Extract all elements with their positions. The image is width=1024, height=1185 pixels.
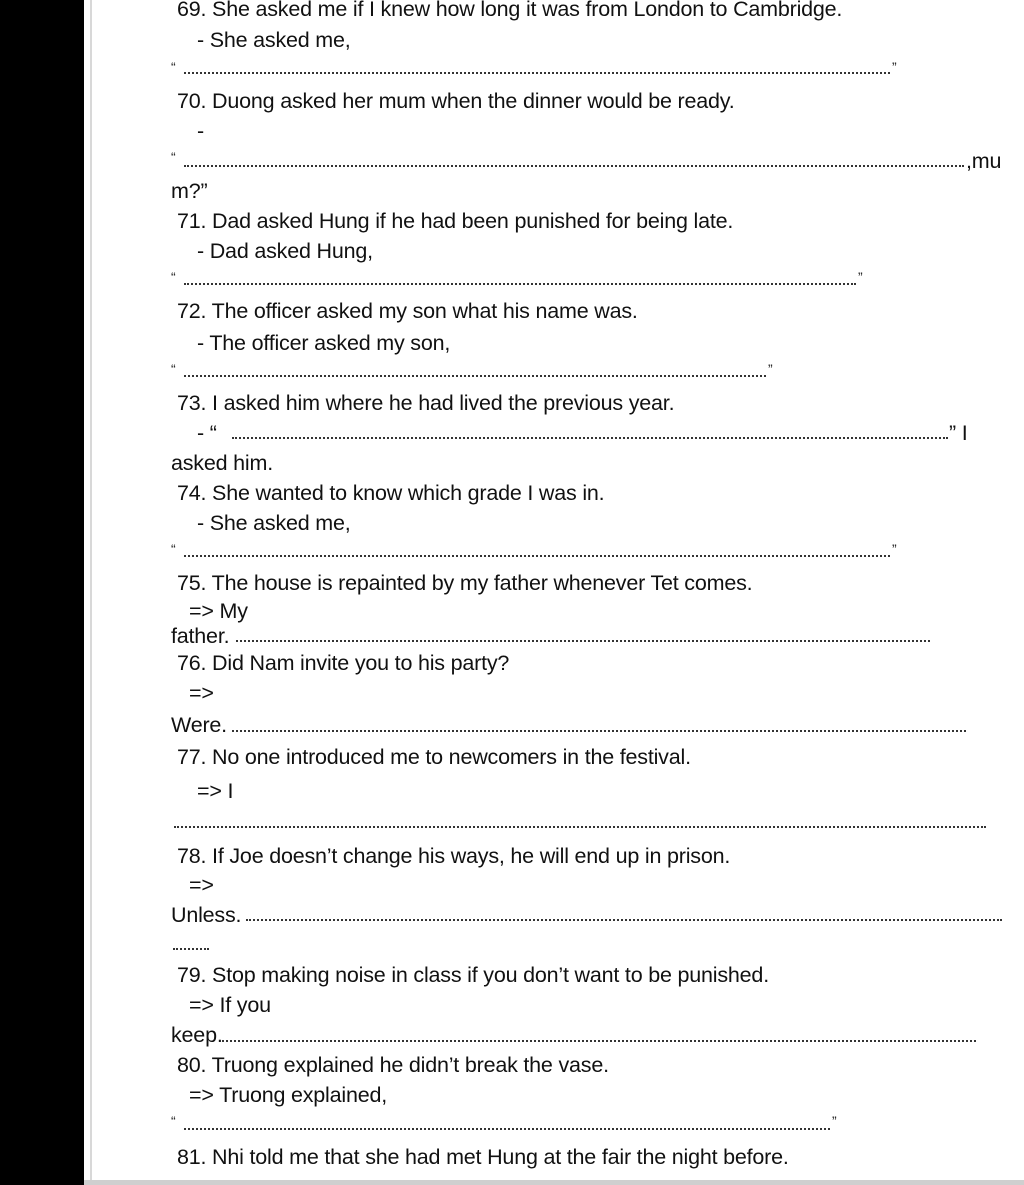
exercise-81-prompt: 81. Nhi told me that she had met Hung at the fair the night before. (177, 1145, 789, 1169)
exercise-70-tail-a: ,mu (966, 149, 1002, 173)
exercise-75-answer-start: father. (171, 624, 230, 648)
exercise-74-answer-blank[interactable] (184, 555, 890, 557)
page-margin-line (90, 0, 92, 1180)
exercise-75-answer-blank[interactable] (236, 640, 930, 642)
exercise-80-open-quote: “ (171, 1113, 176, 1129)
exercise-73-tail-a: ” I (949, 421, 968, 445)
exercise-77-answer-blank[interactable] (174, 826, 986, 828)
exercise-73-answer-blank[interactable] (232, 437, 948, 439)
exercise-80-answer-blank[interactable] (184, 1128, 830, 1130)
exercise-73-lead: - “ (197, 421, 217, 445)
exercise-69-close-quote: ” (892, 59, 897, 75)
exercise-69-open-quote: “ (171, 59, 176, 75)
exercise-73-prompt: 73. I asked him where he had lived the previous year. (177, 391, 675, 415)
exercise-72-prompt: 72. The officer asked my son what his name was. (177, 299, 638, 323)
exercise-70-open-quote: “ (171, 149, 176, 165)
exercise-69-answer-blank[interactable] (184, 72, 890, 74)
exercise-79-answer-start: keep. (171, 1023, 223, 1047)
exercise-74-close-quote: ” (892, 541, 897, 557)
exercise-73-tail-b: asked him. (171, 451, 273, 475)
exercise-70-prompt: 70. Duong asked her mum when the dinner would be ready. (177, 89, 735, 113)
exercise-79-lead: => If you (189, 993, 271, 1017)
exercise-72-open-quote: “ (171, 361, 176, 377)
exercise-70-lead: - (197, 119, 204, 143)
exercise-79-answer-blank[interactable] (222, 1040, 976, 1042)
exercise-71-close-quote: ” (858, 269, 863, 285)
exercise-75-lead: => My (189, 599, 248, 623)
exercise-76-lead: => (189, 681, 214, 705)
exercise-74-prompt: 74. She wanted to know which grade I was in. (177, 481, 605, 505)
exercise-78-prompt: 78. If Joe doesn’t change his ways, he will end up in prison. (177, 844, 731, 868)
exercise-71-open-quote: “ (171, 269, 176, 285)
exercise-78-answer-blank-cont[interactable] (173, 948, 209, 950)
exercise-80-close-quote: ” (832, 1113, 837, 1129)
exercise-78-answer-blank[interactable] (246, 919, 1002, 921)
exercise-77-lead: => I (197, 779, 234, 803)
exercise-78-lead: => (189, 873, 214, 897)
exercise-70-answer-blank[interactable] (184, 165, 964, 167)
exercise-72-close-quote: ” (768, 361, 773, 377)
exercise-74-open-quote: “ (171, 541, 176, 557)
exercise-80-prompt: 80. Truong explained he didn’t break the vase. (177, 1053, 609, 1077)
exercise-79-prompt: 79. Stop making noise in class if you don’t want to be punished. (177, 963, 769, 987)
exercise-74-lead: - She asked me, (197, 511, 351, 535)
page-bottom-edge (84, 1180, 1024, 1185)
exercise-76-answer-blank[interactable] (232, 730, 966, 732)
exercise-71-answer-blank[interactable] (184, 283, 856, 285)
exercise-80-lead: => Truong explained, (189, 1083, 388, 1107)
exercise-76-answer-start: Were. (171, 713, 227, 737)
exercise-70-tail-b: m?” (171, 179, 208, 203)
exercise-76-prompt: 76. Did Nam invite you to his party? (177, 651, 510, 675)
exercise-75-prompt: 75. The house is repainted by my father whenever Tet comes. (177, 571, 753, 595)
exercise-72-lead: - The officer asked my son, (197, 331, 451, 355)
exercise-71-prompt: 71. Dad asked Hung if he had been punished for being late. (177, 209, 734, 233)
exercise-78-answer-start: Unless. (171, 903, 242, 927)
exercise-77-prompt: 77. No one introduced me to newcomers in the festival. (177, 745, 691, 769)
exercise-71-lead: - Dad asked Hung, (197, 239, 373, 263)
exercise-69-lead: - She asked me, (197, 28, 351, 52)
exercise-69-prompt: 69. She asked me if I knew how long it was from London to Cambridge. (177, 0, 843, 21)
exercise-72-answer-blank[interactable] (184, 375, 766, 377)
